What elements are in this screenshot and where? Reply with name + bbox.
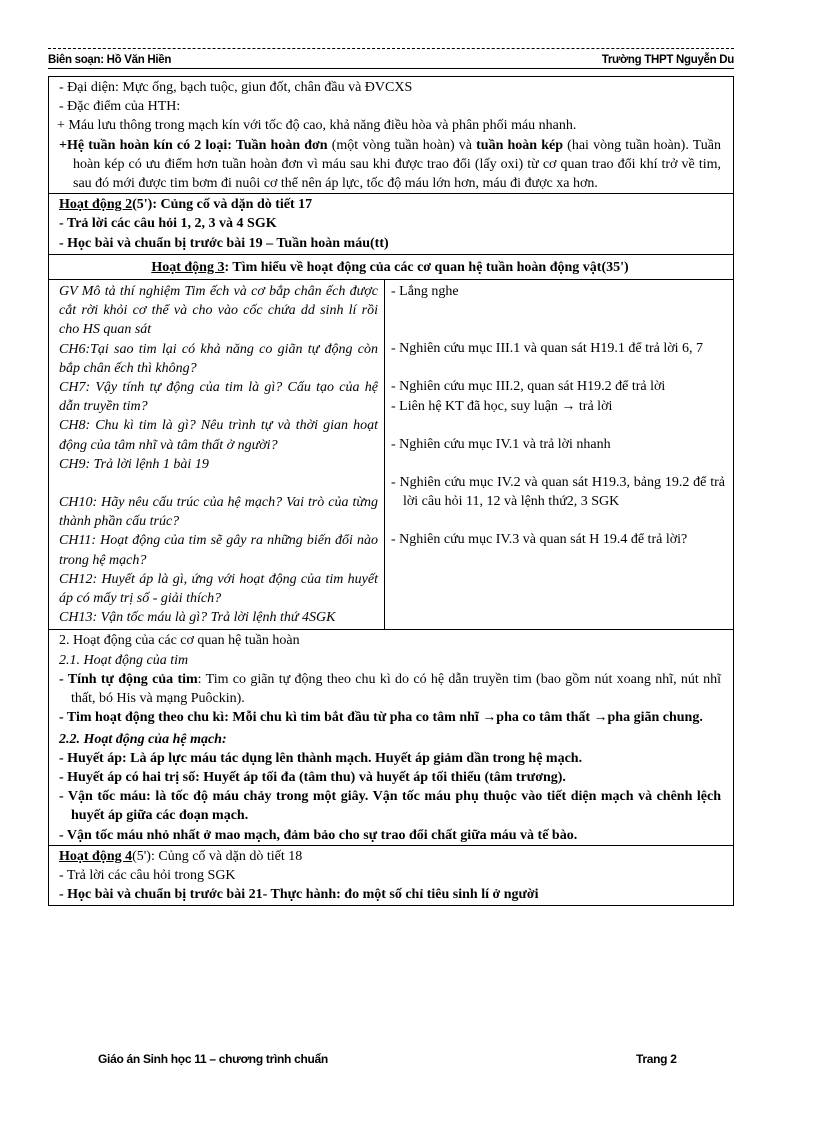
question-ch9: CH9: Trả lời lệnh 1 bài 19 [59,456,209,472]
activity-4-item: - Trả lời các câu hỏi trong SGK [59,867,236,883]
closed-circulation-section [49,76,733,193]
student-answer: - Lắng nghe [391,284,459,300]
student-answer: - Liên hệ KT đã học, suy luận → trả lời [391,398,613,414]
heart-automatism-label: - Tính tự động của tim [59,671,198,687]
vessel-item: - Huyết áp có hai trị số: Huyết áp tối đa (tâm thu) và huyết áp tối thiểu (tâm trương). [59,769,566,785]
question-ch13: CH13: Vận tốc máu là gì? Trả lời lệnh thứ 4SGK [59,610,336,626]
header-dashed-rule [48,48,734,49]
closed-types-rest: (hai vòng tuần hoàn). Tuần hoàn kép có ưu điểm hơn tuần hoàn đơn vì máu sau khi được trao đổi (lấy oxi) từ cơ quan trao đổi khí trở về tim, sau đó mới được tim bơm đi nuôi cơ thể nên áp lực, tốc độ máu lớn hơn, máu đi được xa hơn. [73,137,722,192]
activity-3-label: Hoạt động 3 [151,259,225,275]
activity-4-item: - Học bài và chuẩn bị trước bài 21- Thực hành: đo một số chỉ tiêu sinh lí ở người [59,887,539,903]
vessel-item: - Vận tốc máu: là tốc độ máu chảy trong một giây. Vận tốc máu phụ thuộc vào tiết diện mạch và chênh lệch huyết áp giữa các đoạn mạch. [59,789,721,824]
single-circulation-term: Tuần hoàn đơn [235,137,328,153]
vessel-activity-subheading: 2.2. Hoạt động của hệ mạch: [59,731,227,747]
student-answer: - Nghiên cứu mục IV.2 và quan sát H19.3, bảng 19.2 để trả lời câu hỏi 11, 12 và lệnh thứ2, 3 SGK [391,475,725,510]
header-school: Trường THPT Nguyễn Du [601,54,734,66]
activity-4-section [49,845,733,906]
heart-cycle-label: - Tim hoạt động theo chu kì [59,710,225,726]
activity-3-table [49,279,733,629]
header-rule [48,68,734,69]
heart-automatism-paragraph [59,670,721,708]
heart-cycle-paragraph [59,708,721,727]
teacher-column [49,280,385,629]
content-heading: 2. Hoạt động của các cơ quan hệ tuần hoàn [59,633,300,649]
question-ch8: CH8: Chu kì tim là gì? Nêu trình tự và thời gian hoạt động của tâm nhĩ và tâm thất ở người? [59,418,378,453]
footer-course: Giáo án Sinh học 11 – chương trình chuẩn [98,1052,328,1066]
activity-2-title [59,195,721,214]
heart-vessel-content [49,629,733,844]
double-circulation-term: tuần hoàn kép [476,137,564,153]
activity-4-title-rest: (5'): Củng cố và dặn dò tiết 18 [132,848,303,864]
question-ch12: CH12: Huyết áp là gì, ứng với hoạt động của tim huyết áp có mấy trị số - giải thích? [59,571,378,607]
single-circulation-note: (một vòng tuần hoàn) và [327,137,477,153]
vessel-item: - Vận tốc máu nhỏ nhất ở mao mạch, đảm bảo cho sự trao đổi chất giữa máu và tế bào. [59,827,578,843]
activity-3-section-title [49,254,733,279]
student-answer: - Nghiên cứu mục IV.1 và trả lời nhanh [391,436,611,452]
teacher-demo: GV Mô tả thí nghiệm Tim ếch và cơ bắp chân ếch được cắt rời khỏi cơ thể và cho vào cốc chứa dd sinh lí rồi cho HS quan sát [59,284,378,338]
student-column [385,280,733,629]
heart-cycle-text: : Mỗi chu kì tim bắt đầu từ pha co tâm nhĩ →pha co tâm thất →pha giãn chung. [224,710,703,726]
student-answer: - Nghiên cứu mục IV.3 và quan sát H 19.4 để trả lời? [391,532,688,548]
student-answer: - Nghiên cứu mục III.1 và quan sát H19.1 để trả lời 6, 7 [391,341,704,357]
question-ch6: CH6:Tại sao tim lại có khả năng co giãn tự động còn bắp chân ếch thì không? [59,341,378,376]
feature-item: + Máu lưu thông trong mạch kín với tốc độ cao, khả năng điều hòa và phân phối máu nhanh. [57,118,577,134]
question-ch10: CH10: Hãy nêu cấu trúc của hệ mạch? Vai trò của từng thành phần cấu trúc? [59,495,378,530]
heart-activity-subheading: 2.1. Hoạt động của tim [59,652,189,668]
page-header [48,48,734,74]
header-author: Biên soạn: Hồ Văn Hiền [48,54,172,66]
activity-2-section [49,193,733,254]
footer-page-number: Trang 2 [636,1052,677,1066]
lesson-table [48,76,734,906]
closed-types-paragraph [59,136,721,194]
representatives-line: - Đại diện: Mực ống, bạch tuộc, giun đốt, chân đầu và ĐVCXS [59,80,413,95]
question-ch11: CH11: Hoạt động của tim sẽ gây ra những biến đổi nào trong hệ mạch? [59,533,378,568]
activity-4-title [59,847,721,866]
activity-4-label: Hoạt động 4 [59,848,133,864]
question-ch7: CH7: Vậy tính tự động của tim là gì? Cấu tạo của hệ dẫn truyền tim? [59,380,378,415]
activity-2-label: Hoạt động 2 [59,197,133,213]
features-heading: - Đặc điểm của HTH: [59,99,181,115]
closed-types-prefix: +Hệ tuần hoàn kín có 2 loại: [59,137,236,153]
activity-2-title-rest: (5'): Củng cố và dặn dò tiết 17 [132,197,313,213]
heart-automatism-text: : Tim co giãn tự động theo chu kì do có hệ dẫn truyền tim (bao gồm nút xoang nhĩ, nút nhĩ thất, bó His và mạng Puôckin). [71,671,722,707]
activity-2-item: - Học bài và chuẩn bị trước bài 19 – Tuần hoàn máu(tt) [59,235,389,251]
activity-3-title-rest: : Tìm hiểu về hoạt động của các cơ quan hệ tuần hoàn động vật(35') [224,259,629,275]
student-answer: - Nghiên cứu mục III.2, quan sát H19.2 để trả lời [391,379,666,395]
vessel-item: - Huyết áp: Là áp lực máu tác dụng lên thành mạch. Huyết áp giảm dần trong hệ mạch. [59,750,583,766]
activity-2-item: - Trả lời các câu hỏi 1, 2, 3 và 4 SGK [59,216,277,232]
